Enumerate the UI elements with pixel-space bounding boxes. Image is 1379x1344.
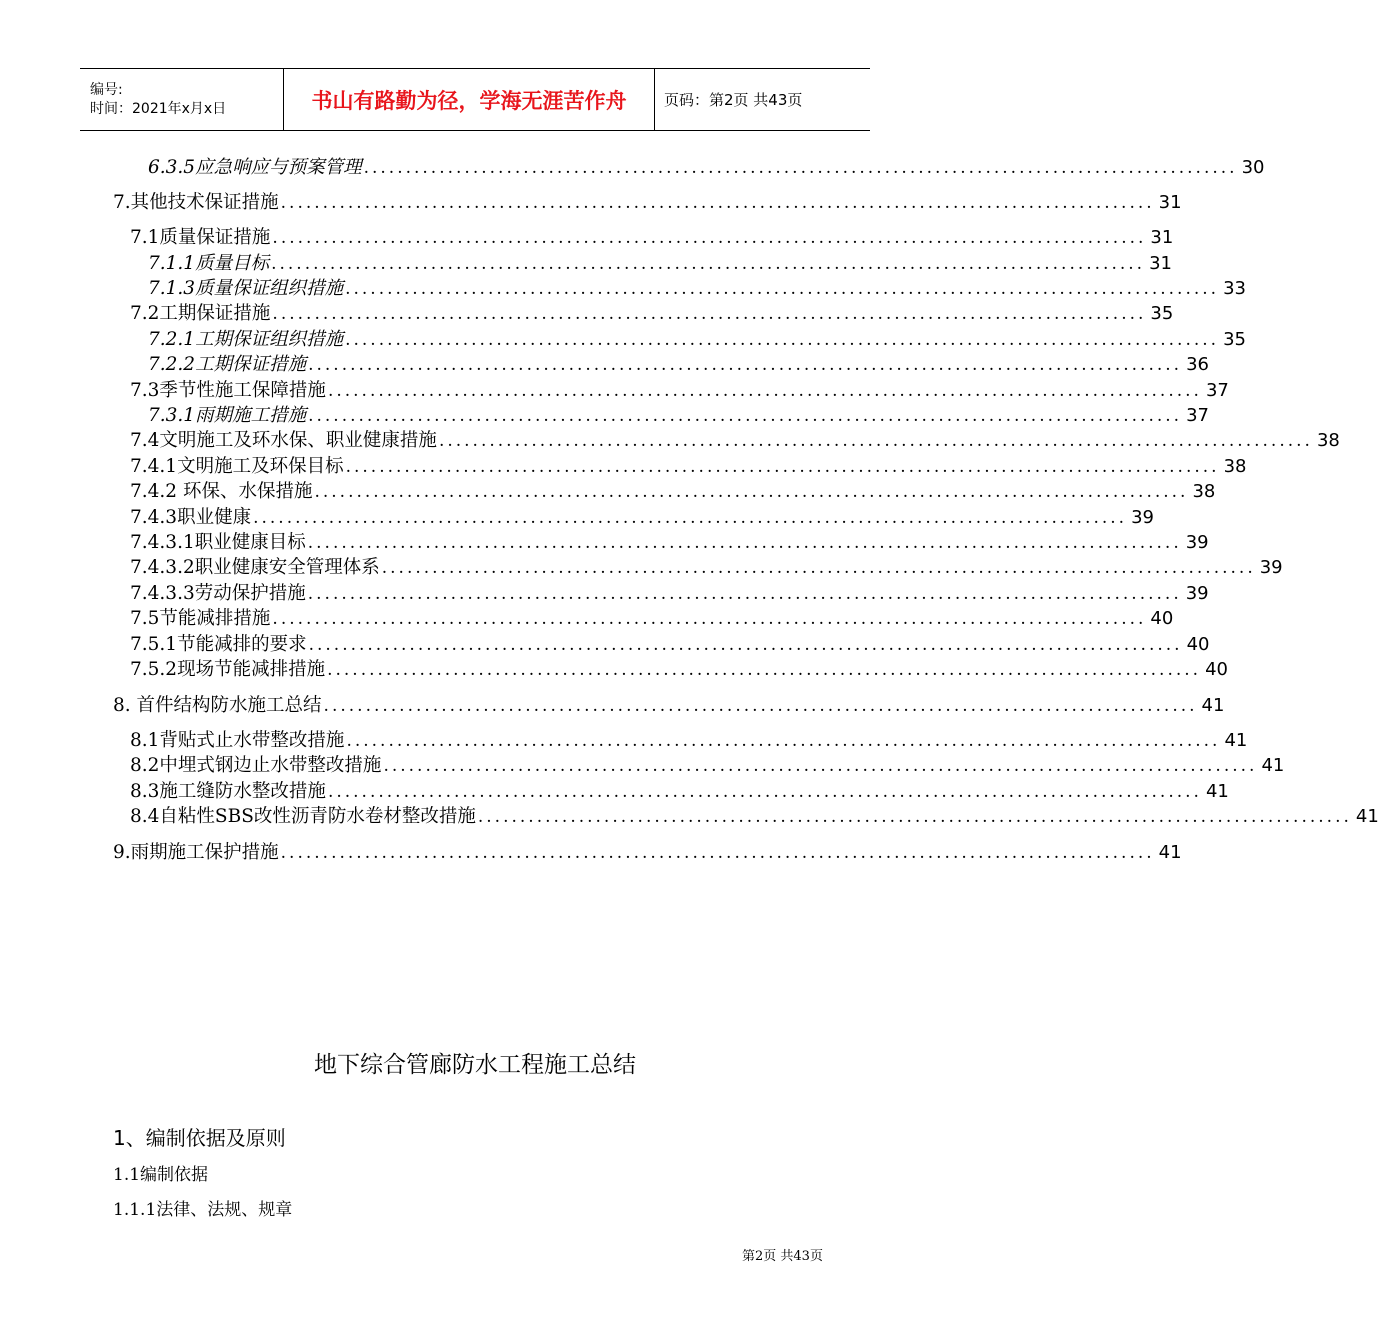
toc-entry-page: 35 [1223, 329, 1246, 350]
toc-entry[interactable] [130, 477, 1216, 503]
toc-entry-page: 35 [1150, 303, 1174, 324]
toc-entry-title: 7.1.3质量保证组织措施 [148, 278, 344, 299]
toc-entry[interactable] [130, 726, 1248, 752]
toc-leader-dots: ........................................................................................................ [323, 696, 1198, 716]
toc-entry-title: 7.4文明施工及环水保、职业健康措施 [130, 430, 437, 451]
toc-leader-dots: ........................................................................................................ [345, 330, 1220, 350]
toc-entry-title: 6.3.5应急响应与预案管理 [148, 157, 362, 178]
header-meta [80, 69, 283, 130]
toc-entry[interactable] [113, 188, 1182, 214]
toc-entry-page: 37 [1205, 380, 1229, 401]
header-page-label: 页码：第2页 共43页 [664, 91, 803, 109]
toc-entry[interactable] [130, 452, 1247, 478]
toc-leader-dots: ........................................................................................................ [280, 843, 1155, 863]
toc-entry-page: 36 [1186, 354, 1209, 375]
toc-entry-title: 8.3施工缝防水整改措施 [130, 781, 326, 802]
toc-entry-page: 41 [1355, 806, 1379, 827]
toc-entry[interactable] [130, 751, 1285, 777]
header-motto [283, 69, 655, 130]
toc-entry[interactable] [148, 350, 1209, 376]
toc-leader-dots: ........................................................................................................ [345, 279, 1220, 299]
toc-leader-dots: ........................................................................................................ [280, 193, 1155, 213]
toc-entry-title: 7.4.3职业健康 [130, 507, 252, 528]
header-page-number [655, 69, 870, 130]
toc-entry-page: 41 [1205, 781, 1229, 802]
toc-entry-title: 8.4自粘性SBS改性沥青防水卷材整改措施 [130, 806, 476, 827]
toc-entry-title: 7.4.3.2职业健康安全管理体系 [130, 557, 380, 578]
document-time-label: 时间：2021年x月x日 [90, 100, 227, 117]
toc-entry-title: 7.5节能减排措施 [130, 608, 271, 629]
toc-entry[interactable] [113, 838, 1182, 864]
toc-leader-dots: ........................................................................................................ [253, 508, 1128, 528]
toc-entry-title: 8.1背贴式止水带整改措施 [130, 730, 345, 751]
toc-leader-dots: ........................................................................................................ [327, 660, 1202, 680]
toc-entry-title: 7.3季节性施工保障措施 [130, 380, 326, 401]
toc-leader-dots: ........................................................................................................ [381, 558, 1256, 578]
toc-entry[interactable] [130, 655, 1228, 681]
document-number-label: 编号: [90, 81, 123, 98]
toc-leader-dots: ........................................................................................................ [477, 807, 1352, 827]
toc-entry-title: 7.其他技术保证措施 [113, 192, 279, 213]
toc-entry[interactable] [148, 274, 1246, 300]
toc-entry[interactable] [130, 802, 1379, 828]
toc-entry-page: 39 [1131, 507, 1154, 528]
toc-entry[interactable] [130, 777, 1229, 803]
toc-entry-title: 8. 首件结构防水施工总结 [113, 695, 322, 716]
toc-leader-dots: ........................................................................................................ [307, 533, 1182, 553]
toc-leader-dots: ........................................................................................................ [346, 731, 1221, 751]
toc-entry-title: 7.5.1节能减排的要求 [130, 634, 307, 655]
toc-entry-page: 39 [1185, 583, 1209, 604]
toc-entry-page: 41 [1201, 695, 1225, 716]
toc-entry-page: 40 [1186, 634, 1210, 655]
section-heading: 1、编制依据及原则 [113, 1126, 286, 1150]
toc-entry-title: 7.4.3.1职业健康目标 [130, 532, 306, 553]
toc-entry-page: 31 [1158, 192, 1182, 213]
subsection-heading: 1.1编制依据 [113, 1165, 209, 1185]
toc-entry[interactable] [130, 503, 1154, 529]
toc-entry[interactable] [148, 401, 1209, 427]
toc-entry[interactable] [130, 604, 1174, 630]
toc-entry[interactable] [130, 579, 1209, 605]
toc-entry-page: 31 [1149, 253, 1172, 274]
page-footer: 第2页 共43页 [742, 1249, 823, 1264]
toc-leader-dots: ........................................................................................................ [327, 782, 1202, 802]
toc-entry-page: 38 [1223, 456, 1247, 477]
toc-entry-title: 7.2.2工期保证措施 [148, 354, 307, 375]
toc-entry-page: 33 [1223, 278, 1246, 299]
toc-entry[interactable] [130, 223, 1174, 249]
toc-entry-title: 7.1质量保证措施 [130, 227, 271, 248]
toc-entry[interactable] [148, 325, 1246, 351]
toc-entry[interactable] [130, 426, 1340, 452]
toc-entry-title: 8.2中埋式钢边止水带整改措施 [130, 755, 382, 776]
toc-leader-dots: ........................................................................................................ [327, 381, 1202, 401]
toc-leader-dots: ........................................................................................................ [271, 254, 1146, 274]
motto-text: 书山有路勤为径，学海无涯苦作舟 [311, 88, 627, 113]
toc-entry-page: 38 [1316, 430, 1340, 451]
toc-entry-page: 41 [1261, 755, 1285, 776]
subsubsection-heading: 1.1.1法律、法规、规章 [113, 1200, 293, 1220]
toc-entry[interactable] [130, 376, 1229, 402]
toc-leader-dots: ........................................................................................................ [363, 158, 1238, 178]
toc-leader-dots: ........................................................................................................ [308, 635, 1183, 655]
toc-entry-page: 39 [1259, 557, 1283, 578]
toc-leader-dots: ........................................................................................................ [345, 457, 1220, 477]
toc-entry-title: 7.2.1工期保证组织措施 [148, 329, 344, 350]
toc-entry[interactable] [148, 153, 1265, 179]
toc-entry[interactable] [113, 691, 1225, 717]
toc-entry-page: 41 [1158, 842, 1182, 863]
toc-leader-dots: ........................................................................................................ [308, 406, 1183, 426]
toc-entry-title: 7.4.1文明施工及环保目标 [130, 456, 344, 477]
toc-leader-dots: ........................................................................................................ [272, 304, 1147, 324]
toc-entry[interactable] [148, 249, 1172, 275]
toc-entry[interactable] [130, 630, 1210, 656]
toc-entry-page: 41 [1224, 730, 1248, 751]
toc-entry-page: 39 [1185, 532, 1209, 553]
toc-entry[interactable] [130, 528, 1209, 554]
toc-entry[interactable] [130, 553, 1283, 579]
toc-leader-dots: ........................................................................................................ [307, 584, 1182, 604]
toc-entry-page: 30 [1241, 157, 1265, 178]
toc-entry-title: 7.5.2现场节能减排措施 [130, 659, 326, 680]
toc-entry-title: 7.4.3.3劳动保护措施 [130, 583, 306, 604]
toc-leader-dots: ........................................................................................................ [308, 355, 1183, 375]
toc-entry-title: 7.2工期保证措施 [130, 303, 271, 324]
toc-leader-dots: ........................................................................................................ [272, 228, 1147, 248]
document-title: 地下综合管廊防水工程施工总结 [314, 1052, 636, 1078]
toc-leader-dots: ........................................................................................................ [272, 609, 1147, 629]
toc-entry[interactable] [130, 299, 1174, 325]
toc-leader-dots: ........................................................................................................ [438, 431, 1313, 451]
toc-entry-page: 40 [1150, 608, 1174, 629]
toc-entry-title: 7.4.2 环保、水保措施 [130, 481, 313, 502]
toc-entry-page: 31 [1150, 227, 1174, 248]
toc-entry-title: 9.雨期施工保护措施 [113, 842, 279, 863]
toc-entry-title: 7.1.1质量目标 [148, 253, 270, 274]
toc-entry-title: 7.3.1雨期施工措施 [148, 405, 307, 426]
page-header [80, 68, 870, 131]
toc-leader-dots: ........................................................................................................ [383, 756, 1258, 776]
toc-leader-dots: ........................................................................................................ [314, 482, 1189, 502]
toc-entry-page: 38 [1192, 481, 1216, 502]
toc-entry-page: 40 [1205, 659, 1228, 680]
toc-entry-page: 37 [1186, 405, 1209, 426]
